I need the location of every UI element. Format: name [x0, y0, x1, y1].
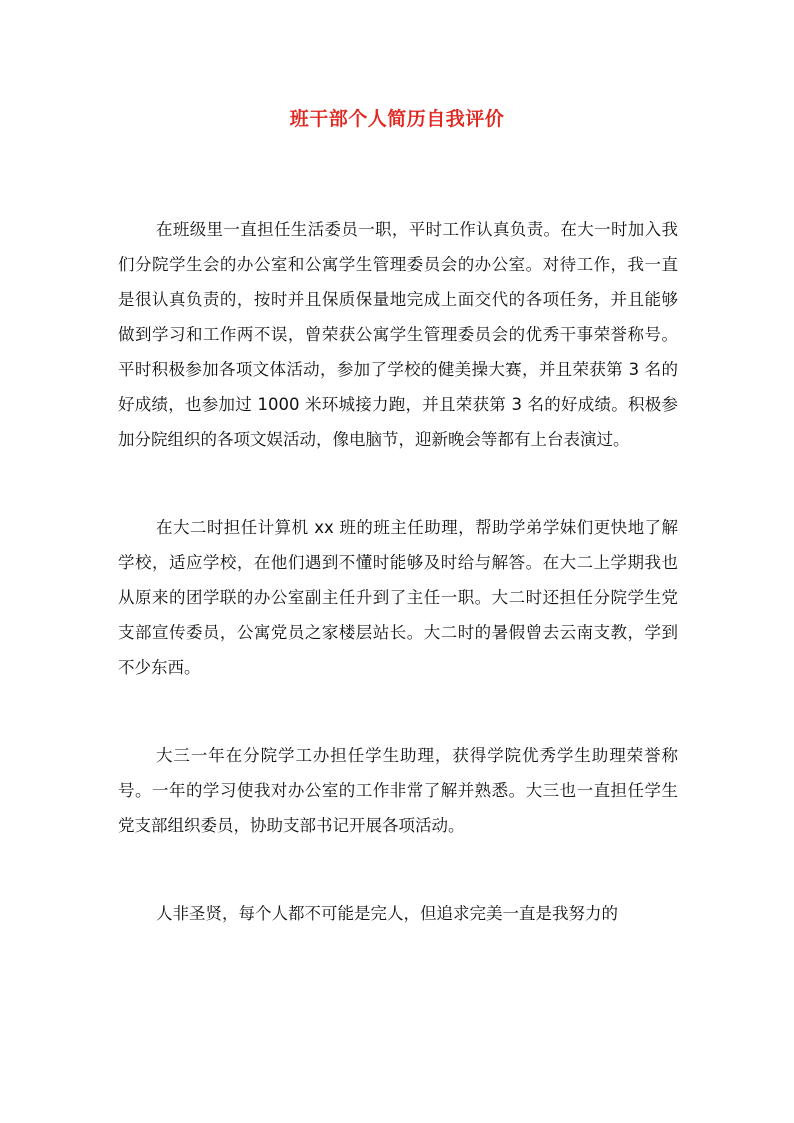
document-title: 班干部个人简历自我评价: [289, 108, 505, 130]
paragraph-2: 在大二时担任计算机 xx 班的班主任助理，帮助学弟学妹们更快地了解学校，适应学校，在他们遇到不懂时能够及时给与解答。在大二上学期我也从原来的团学联的办公室副主任升到了主任一职。大二时还担任分院学生党支部宣传委员，公寓党员之家楼层站长。大二时的暑假曾去云南支教，学到不少东西。: [118, 518, 678, 677]
paragraph-3: 大三一年在分院学工办担任学生助理，获得学院优秀学生助理荣誉称号。一年的学习使我对办公室的工作非常了解并熟悉。大三也一直担任学生党支部组织委员，协助支部书记开展各项活动。: [118, 746, 678, 835]
paragraph-4: 人非圣贤，每个人都不可能是完人，但追求完美一直是我努力的: [156, 904, 618, 923]
document-body: [118, 212, 678, 931]
paragraph-1: 在班级里一直担任生活委员一职，平时工作认真负责。在大一时加入我们分院学生会的办公室和公寓学生管理委员会的办公室。对待工作，我一直是很认真负责的，按时并且保质保量地完成上面交代的各项任务，并且能够做到学习和工作两不误，曾荣获公寓学生管理委员会的优秀干事荣誉称号。平时积极参加各项文体活动，参加了学校的健美操大赛，并且荣获第 3 名的好成绩，也参加过 1000 米环城接力跑，并且荣获第 3 名的好成绩。积极参加分院组织的各项文娱活动，像电脑节，迎新晚会等都有上台表演过。: [118, 220, 678, 449]
